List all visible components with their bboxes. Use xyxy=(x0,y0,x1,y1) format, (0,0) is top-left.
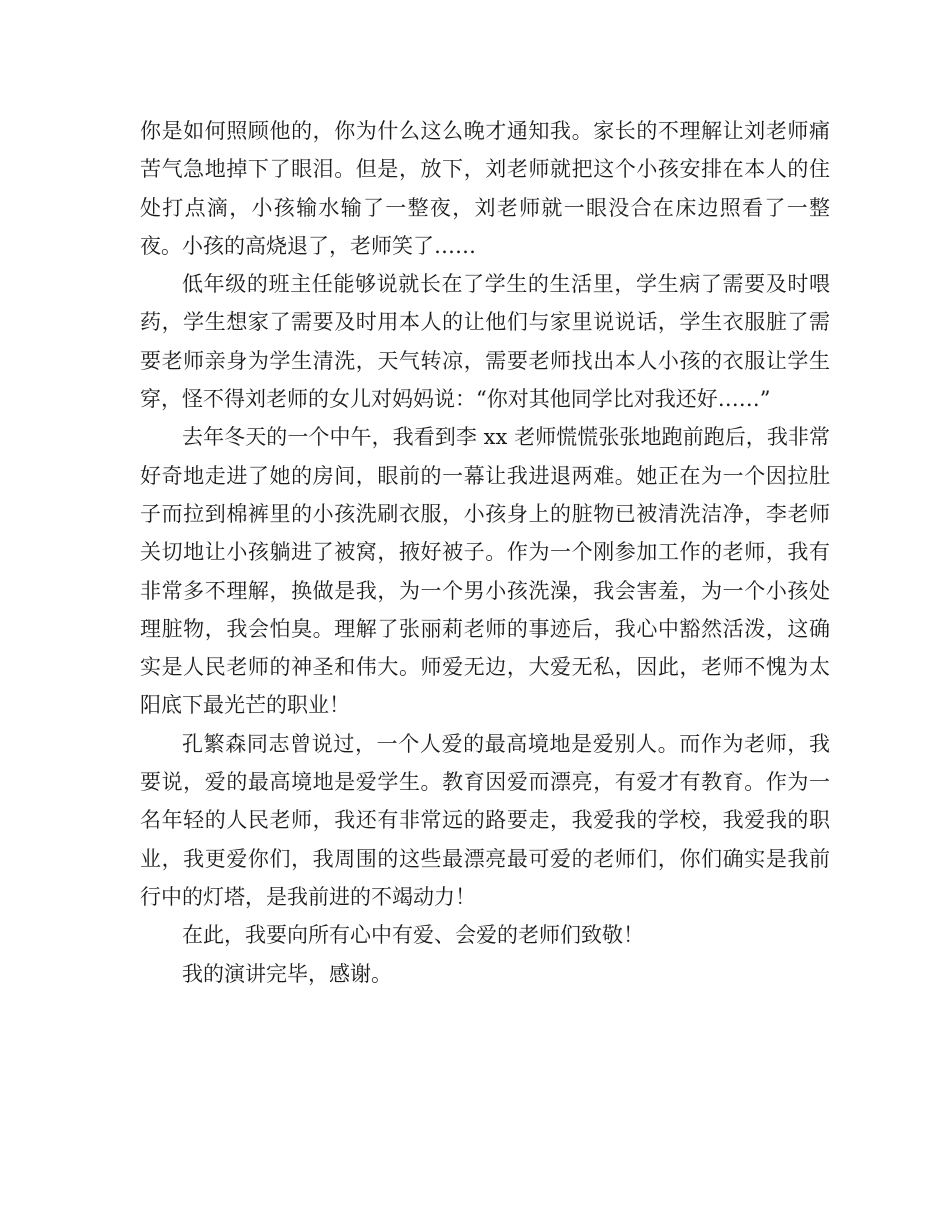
paragraph-4: 孔繁森同志曾说过，一个人爱的最高境地是爱别人。而作为老师，我要说，爱的最高境地是爱学生。教育因爱而漂亮，有爱才有教育。作为一名年轻的人民老师，我还有非常远的路要走，我爱我的学校，我爱我的职业，我更爱你们，我周围的这些最漂亮最可爱的老师们，你们确实是我前行中的灯塔，是我前进的不竭动力！ xyxy=(140,731,830,909)
paragraph-5: 在此，我要向所有心中有爱、会爱的老师们致敬！ xyxy=(182,923,644,948)
paragraph-6: 我的演讲完毕，感谢。 xyxy=(182,961,392,986)
document-body xyxy=(140,112,830,993)
paragraph-2: 低年级的班主任能够说就长在了学生的生活里，学生病了需要及时喂药，学生想家了需要及时用本人的让他们与家里说说话，学生衣服脏了需要老师亲身为学生清洗，天气转凉，需要老师找出本人小孩的衣服让学生穿，怪不得刘老师的女儿对妈妈说：“你对其他同学比对我还好……” xyxy=(140,272,830,412)
paragraph-1: 你是如何照顾他的，你为什么这么晚才通知我。家长的不理解让刘老师痛苦气急地掉下了眼泪。但是，放下，刘老师就把这个小孩安排在本人的住处打点滴，小孩输水输了一整夜，刘老师就一眼没合在床边照看了一整夜。小孩的高烧退了，老师笑了…… xyxy=(140,119,830,258)
paragraph-3: 去年冬天的一个中午，我看到李 xx 老师慌慌张张地跑前跑后，我非常好奇地走进了她的房间，眼前的一幕让我进退两难。她正在为一个因拉肚子而拉到棉裤里的小孩洗刷衣服，小孩身上的脏物已被清洗洁净，李老师关切地让小孩躺进了被窝，掖好被子。作为一个刚参加工作的老师，我有非常多不理解，换做是我，为一个男小孩洗澡，我会害羞，为一个小孩处理脏物，我会怕臭。理解了张丽莉老师的事迹后，我心中豁然活泼，这确实是人民老师的神圣和伟大。师爱无边，大爱无私，因此，老师不愧为太阳底下最光芒的职业！ xyxy=(140,425,830,718)
